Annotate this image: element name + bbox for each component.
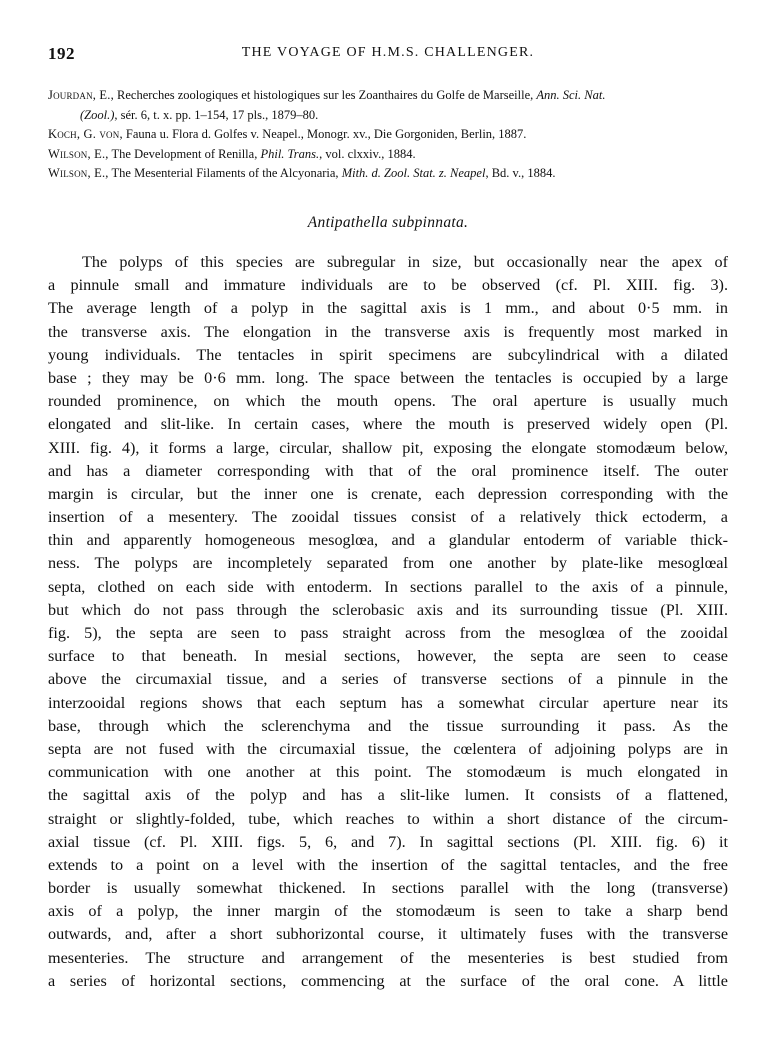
body-line: ness. The polyps are incompletely separated from one another by plate-like mesoglœal [48, 554, 728, 573]
reference-journal: Phil. Trans. [260, 146, 320, 161]
body-line: and has a diameter corresponding with that of the oral prominence itself. The outer [48, 461, 728, 480]
body-line: septa, clothed on each side with entoderm. In sections parallel to the axis of a pinnule, [48, 577, 728, 596]
body-line: mesenteries. The structure and arrangement of the mesenteries is best studied from [48, 948, 728, 967]
body-line: border is usually somewhat thickened. In sections parallel with the long (transverse) [48, 879, 728, 898]
reference-journal: (Zool.) [80, 107, 115, 122]
page-number: 192 [48, 44, 75, 63]
body-line: fig. 5), the septa are seen to pass straight across from the mesoglœa of the zooidal [48, 624, 728, 642]
body-line: septa are not fused with the circumaxial tissue, the cœlentera of adjoining polyps are in [48, 739, 728, 758]
reference-item [48, 86, 738, 125]
body-line: communication with one another at this point. The stomodæum is much elongated in [48, 763, 728, 782]
reference-item [48, 125, 738, 145]
page-header [48, 44, 728, 68]
reference-author: Wilson, E., [48, 146, 109, 161]
body-line: straight or slightly-folded, tube, which reaches to within a short distance of the circum- [48, 809, 728, 828]
body-line: surface to that beneath. In mesial sections, however, the septa are seen to cease [48, 647, 728, 666]
section-title: Antipathella subpinnata. [307, 214, 469, 231]
body-line: the sagittal axis of the polyp and has a slit-like lumen. It consists of a flattened, [48, 786, 728, 805]
reference-continuation [48, 106, 738, 126]
body-line: The average length of a polyp in the sagittal axis is 1 mm., and about 0·5 mm. in [48, 299, 728, 318]
body-line: above the circumaxial tissue, and a series of transverse sections of a pinnule in the [48, 670, 728, 689]
body-line: but which do not pass through the sclerobasic axis and its surrounding tissue (Pl. XIII. [48, 600, 728, 619]
body-line: outwards, and, after a short subhorizontal course, it ultimately fuses with the transverse [48, 925, 728, 944]
reference-author: Koch, G. von, [48, 127, 123, 141]
reference-text: , sér. 6, t. x. pp. 1–154, 17 pls., 1879–80. [114, 107, 319, 122]
reference-text: The Mesenterial Filaments of the Alcyonaria, [108, 166, 342, 180]
body-line: base ; they may be 0·6 mm. long. The space between the tentacles is occupied by a large [48, 368, 728, 387]
reference-text: , Bd. v., 1884. [485, 166, 556, 180]
reference-text: Recherches zoologiques et histologiques sur les Zoanthaires du Golfe de Marseille, [113, 88, 537, 102]
reference-author: Jourdan, E., [48, 88, 114, 102]
body-line: axis of a polyp, the inner margin of the stomodæum is seen to take a sharp bend [48, 902, 728, 921]
running-title: THE VOYAGE OF H.M.S. CHALLENGER. [241, 45, 535, 60]
body-line: interzooidal regions shows that each septum has a somewhat circular aperture near its [48, 693, 728, 712]
body-line: XIII. fig. 4), it forms a large, circular, shallow pit, exposing the elongate stomodæum below, [48, 438, 728, 457]
body-line: a pinnule small and immature individuals are to be observed (cf. Pl. XIII. fig. 3). [48, 276, 728, 295]
body-line: young individuals. The tentacles in spirit specimens are subcylindrical with a dilated [48, 345, 728, 364]
body-line: margin is circular, but the inner one is crenate, each depression corresponding with the [48, 484, 728, 503]
body-line: rounded prominence, on which the mouth opens. The oral aperture is usually much [48, 392, 728, 411]
reference-text: The Development of Renilla, [108, 146, 261, 161]
body-line: elongated and slit-like. In certain cases, where the mouth is preserved widely open (Pl. [48, 415, 728, 434]
reference-journal: Ann. Sci. Nat. [536, 88, 606, 102]
reference-item [48, 145, 738, 165]
reference-list [48, 86, 738, 184]
reference-author: Wilson, E., [48, 166, 109, 180]
body-line: base, through which the sclerenchyma and the tissue surrounding it pass. As the [48, 716, 728, 735]
reference-text: Fauna u. Flora d. Golfes v. Neapel., Monogr. xv., Die Gorgoniden, Berlin, 1887. [122, 127, 527, 141]
reference-item [48, 164, 738, 184]
body-line: The polyps of this species are subregular in size, but occasionally near the apex of [82, 253, 728, 271]
reference-text: , vol. clxxiv., 1884. [319, 146, 416, 161]
body-line: insertion of a mesentery. The zooidal tissues consist of a relatively thick ectoderm, a [48, 508, 728, 527]
body-line: a series of horizontal sections, commencing at the surface of the oral cone. A little [48, 971, 728, 990]
body-line: thin and apparently homogeneous mesoglœa, and a glandular entoderm of variable thick- [48, 531, 728, 550]
body-line: extends to a point on a level with the insertion of the sagittal tentacles, and the free [48, 855, 728, 874]
body-line: axial tissue (cf. Pl. XIII. figs. 5, 6, and 7). In sagittal sections (Pl. XIII. fig. 6) it [48, 832, 728, 851]
reference-journal: Mith. d. Zool. Stat. z. Neapel [341, 166, 486, 180]
body-line: the transverse axis. The elongation in the transverse axis is frequently most marked in [48, 322, 728, 341]
body-paragraph [48, 251, 728, 993]
